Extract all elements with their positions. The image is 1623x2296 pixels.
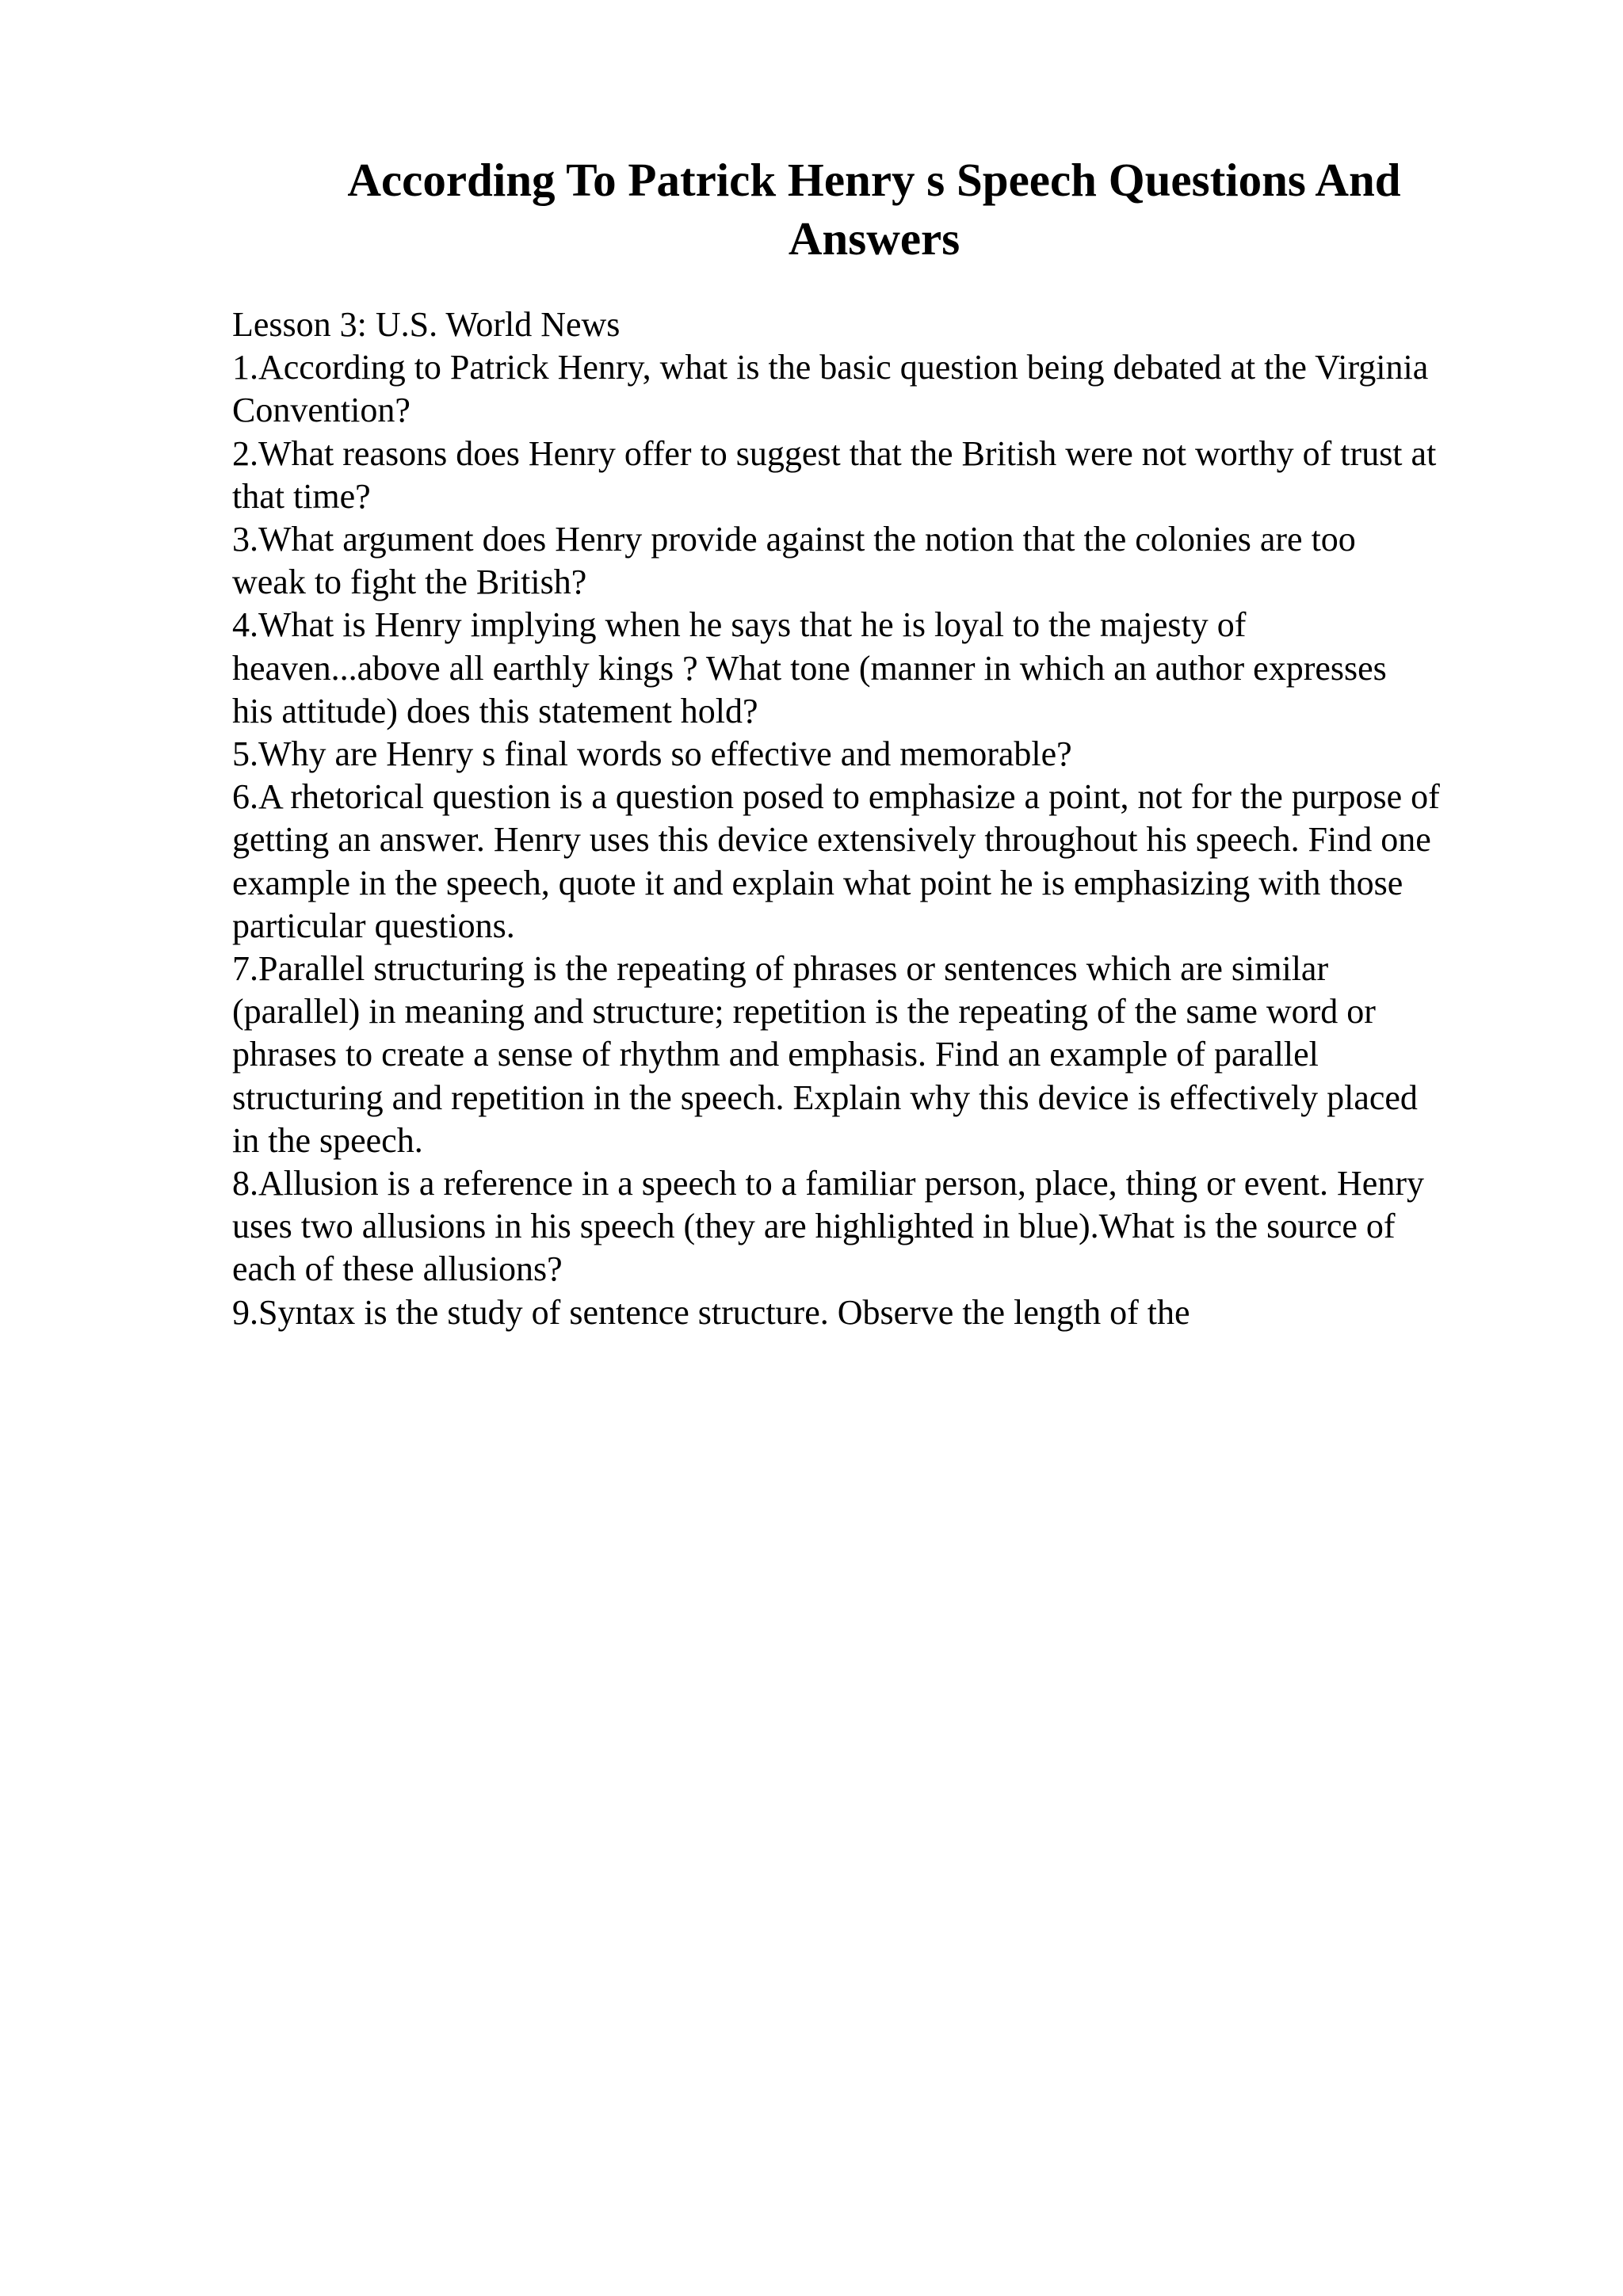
title-line-1: According To Patrick Henry s Speech Questions And [347, 154, 1401, 206]
question-8-line-1: 8.Allusion is a reference in a speech to a familiar person, place, thing or event. Henry [232, 1164, 1424, 1203]
question-3-line-2: weak to fight the British? [232, 563, 587, 602]
question-8-line-2: uses two allusions in his speech (they are highlighted in blue).What is the source of [232, 1207, 1396, 1246]
question-6-line-2: getting an answer. Henry uses this device extensively throughout his speech. Find one [232, 820, 1431, 860]
question-3-line-1: 3.What argument does Henry provide against the notion that the colonies are too [232, 520, 1356, 559]
title-line-2: Answers [788, 212, 960, 265]
question-6-line-1: 6.A rhetorical question is a question posed to emphasize a point, not for the purpose of [232, 777, 1440, 817]
question-7-line-2: (parallel) in meaning and structure; repetition is the repeating of the same word or [232, 992, 1376, 1032]
question-4-line-2: heaven...above all earthly kings ? What tone (manner in which an author expresses [232, 648, 1387, 688]
question-2-line-1: 2.What reasons does Henry offer to suggest that the British were not worthy of trust at [232, 433, 1437, 473]
question-7-line-5: in the speech. [232, 1120, 423, 1160]
question-6-line-3: example in the speech, quote it and explain what point he is emphasizing with those [232, 863, 1403, 902]
question-7-line-4: structuring and repetition in the speech. Explain why this device is effectively placed [232, 1077, 1418, 1117]
question-5-line-1: 5.Why are Henry s final words so effective and memorable? [232, 734, 1072, 774]
question-1-line-2: Convention? [232, 391, 411, 430]
question-7-line-1: 7.Parallel structuring is the repeating of phrases or sentences which are similar [232, 949, 1329, 989]
question-7-line-3: phrases to create a sense of rhythm and emphasis. Find an example of parallel [232, 1035, 1319, 1074]
question-6-line-4: particular questions. [232, 906, 515, 945]
question-8-line-3: each of these allusions? [232, 1249, 563, 1289]
question-9-line-1: 9.Syntax is the study of sentence structure. Observe the length of the [232, 1292, 1190, 1332]
question-4-line-3: his attitude) does this statement hold? [232, 691, 758, 730]
question-4-line-1: 4.What is Henry implying when he says that he is loyal to the majesty of [232, 605, 1247, 645]
lesson-heading: Lesson 3: U.S. World News [232, 305, 621, 344]
document-title [232, 151, 1516, 268]
question-1-line-1: 1.According to Patrick Henry, what is the basic question being debated at the Virginia [232, 348, 1429, 387]
document-body [232, 303, 1532, 1334]
question-2-line-2: that time? [232, 476, 371, 516]
